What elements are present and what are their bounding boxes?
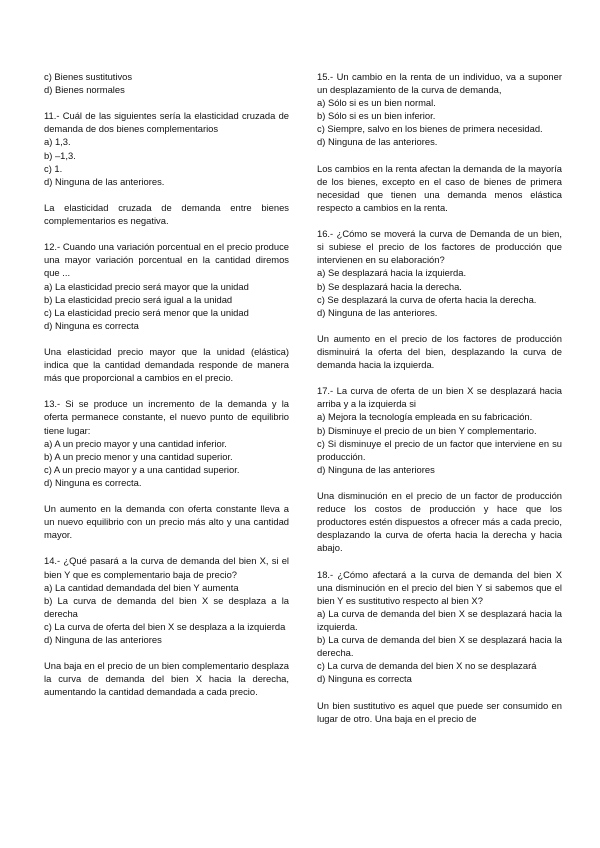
q14-option-b: b) La curva de demanda del bien X se desplaza a la derecha bbox=[44, 594, 289, 619]
q13-option-a: a) A un precio mayor y una cantidad inferior. bbox=[44, 437, 227, 449]
q14-option-c: c) La curva de oferta del bien X se desplaza a la izquierda bbox=[44, 620, 286, 632]
question-15: 15.- Un cambio en la renta de un individuo, va a suponer un desplazamiento de la curva de demanda, bbox=[317, 71, 562, 96]
q18-explanation: Un bien sustitutivo es aquel que puede ser consumido en lugar de otro. Una baja en el precio de bbox=[317, 699, 562, 724]
option-d-previous: d) Bienes normales bbox=[44, 84, 125, 96]
q12-explanation: Una elasticidad precio mayor que la unidad (elástica) indica que la cantidad demandada responde de manera más que proporcional a cambios en el precio. bbox=[44, 345, 289, 384]
q13-explanation: Un aumento en la demanda con oferta constante lleva a un nuevo equilibrio con un precio más alto y una cantidad mayor. bbox=[44, 503, 289, 541]
q18-option-a: a) La curva de demanda del bien X se desplazará hacia la izquierda. bbox=[317, 607, 562, 632]
q17-option-d: d) Ninguna de las anteriores bbox=[317, 463, 435, 475]
q16-option-d: d) Ninguna de las anteriores. bbox=[317, 306, 438, 318]
q18-option-d: d) Ninguna es correcta bbox=[317, 673, 412, 685]
q14-option-d: d) Ninguna de las anteriores bbox=[44, 634, 162, 646]
left-column bbox=[44, 70, 289, 699]
q17-option-c: c) Si disminuye el precio de un factor que interviene en su producción. bbox=[317, 437, 562, 462]
question-16: 16.- ¿Cómo se moverá la curva de Demanda de un bien, si subiese el precio de los factores de producción que intervienen en su elaboración? bbox=[317, 228, 562, 266]
q13-option-d: d) Ninguna es correcta. bbox=[44, 476, 142, 488]
question-13: 13.- Si se produce un incremento de la demanda y la oferta permanece constante, el nuevo punto de equilibrio tiene lugar: bbox=[44, 398, 289, 436]
q12-option-a: a) La elasticidad precio será mayor que la unidad bbox=[44, 280, 249, 292]
q17-explanation: Una disminución en el precio de un factor de producción reduce los costos de producción y hace que los productores estén dispuestos a ofrecer más a cada precio, desplazando la curva de oferta hacia la derecha y hacia abajo. bbox=[317, 490, 562, 554]
q13-option-b: b) A un precio menor y una cantidad superior. bbox=[44, 450, 233, 462]
right-column bbox=[317, 70, 562, 725]
q15-option-a: a) Sólo si es un bien normal. bbox=[317, 97, 436, 109]
q16-explanation: Un aumento en el precio de los factores de producción disminuirá la oferta del bien, desplazando la curva de demanda hacia la izquierda. bbox=[317, 332, 562, 371]
q16-option-a: a) Se desplazará hacia la izquierda. bbox=[317, 267, 467, 279]
q17-option-b: b) Disminuye el precio de un bien Y complementario. bbox=[317, 424, 537, 436]
q15-explanation: Los cambios en la renta afectan la demanda de la mayoría de los bienes, excepto en el caso de bienes de primera necesidad que tienen una demanda menos elástica respecto a cambios en la renta. bbox=[317, 162, 562, 213]
q11-option-c: c) 1. bbox=[44, 162, 63, 174]
q15-option-c: c) Siempre, salvo en los bienes de primera necesidad. bbox=[317, 123, 543, 135]
q18-option-c: c) La curva de demanda del bien X no se desplazará bbox=[317, 660, 537, 672]
question-17: 17.- La curva de oferta de un bien X se desplazará hacia arriba y a la izquierda si bbox=[317, 385, 562, 410]
q12-option-b: b) La elasticidad precio será igual a la unidad bbox=[44, 293, 233, 305]
q16-option-b: b) Se desplazará hacia la derecha. bbox=[317, 280, 462, 292]
question-12: 12.- Cuando una variación porcentual en el precio produce una mayor variación porcentual en la cantidad diremos que ... bbox=[44, 241, 289, 279]
q11-option-a: a) 1,3. bbox=[44, 136, 71, 148]
q11-option-d: d) Ninguna de las anteriores. bbox=[44, 175, 165, 187]
q15-option-d: d) Ninguna de las anteriores. bbox=[317, 136, 438, 148]
question-18: 18.- ¿Cómo afectará a la curva de demanda del bien X una disminución en el precio del bien Y si sabemos que el bien Y es sustitutivo respecto al bien X? bbox=[317, 568, 562, 606]
q15-option-b: b) Sólo si es un bien inferior. bbox=[317, 110, 436, 122]
q11-explanation: La elasticidad cruzada de demanda entre bienes complementarios es negativa. bbox=[44, 201, 289, 227]
q12-option-c: c) La elasticidad precio será menor que la unidad bbox=[44, 306, 249, 318]
q14-option-a: a) La cantidad demandada del bien Y aumenta bbox=[44, 581, 239, 593]
q16-option-c: c) Se desplazará la curva de oferta hacia la derecha. bbox=[317, 293, 537, 305]
q18-option-b: b) La curva de demanda del bien X se desplazará hacia la derecha. bbox=[317, 634, 562, 659]
question-14: 14.- ¿Qué pasará a la curva de demanda del bien X, si el bien Y que es complementario baja de precio? bbox=[44, 555, 289, 580]
q14-explanation: Una baja en el precio de un bien complementario desplaza la curva de demanda del bien X hacia la derecha, aumentando la cantidad demandada a cada precio. bbox=[44, 660, 289, 698]
q12-option-d: d) Ninguna es correcta bbox=[44, 319, 139, 331]
q11-option-b: b) –1,3. bbox=[44, 149, 76, 161]
question-11: 11.- Cuál de las siguientes sería la elasticidad cruzada de demanda de dos bienes complementarios bbox=[44, 110, 289, 135]
q17-option-a: a) Mejora la tecnología empleada en su fabricación. bbox=[317, 411, 533, 423]
option-c-previous: c) Bienes sustitutivos bbox=[44, 71, 133, 82]
q13-option-c: c) A un precio mayor y a una cantidad superior. bbox=[44, 463, 240, 475]
